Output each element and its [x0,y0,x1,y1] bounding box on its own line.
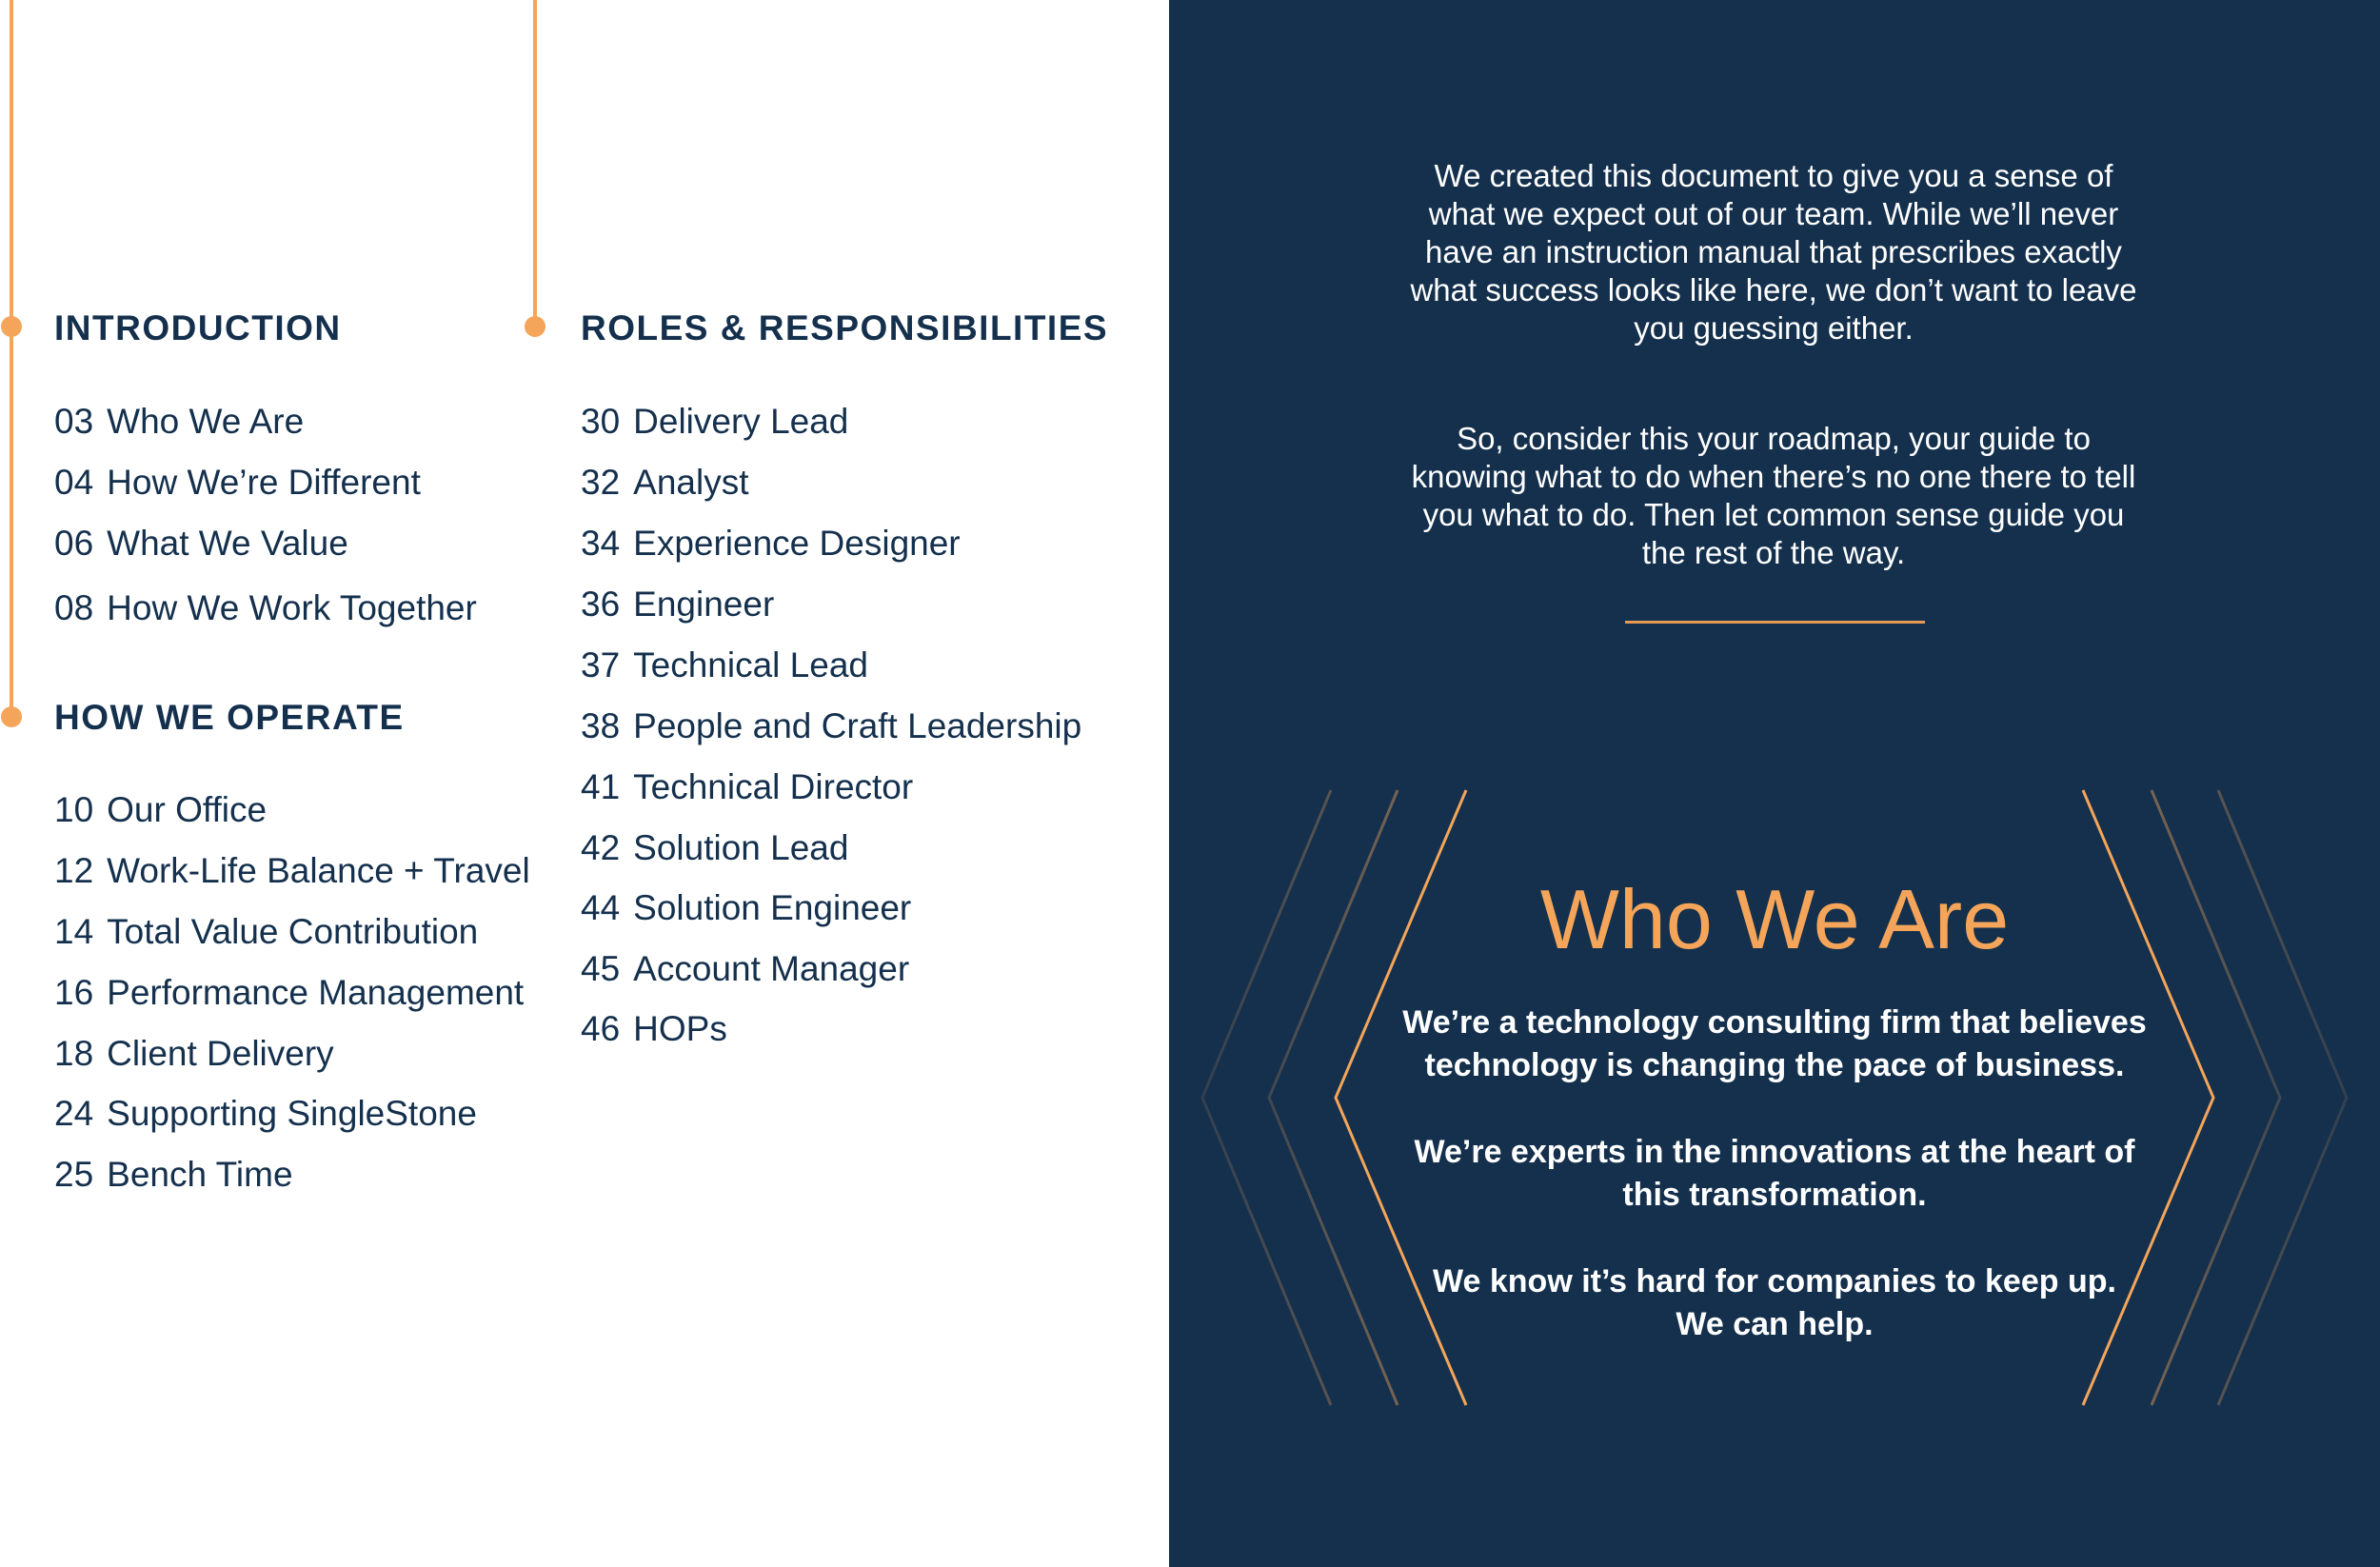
toc-item-account-manager[interactable] [581,949,909,989]
toc-item-title: Performance Management [107,973,525,1012]
page-number: 24 [54,1094,94,1133]
toc-item-hops[interactable] [581,1009,727,1049]
toc-item-title: How We Work Together [107,588,477,627]
toc-item-how-we-work-together[interactable] [54,588,477,628]
page-number: 30 [581,402,621,441]
toc-item-how-were-different[interactable] [54,463,421,503]
intro-paragraph-1: We created this document to give you a sense of what we expect out of our team. While we’ll never have an instruction manual that prescribes exactly what success looks like here, we don’t want to leave you guessing either. [1410,158,2137,346]
toc-item-title: HOPs [633,1009,727,1048]
page-number: 42 [581,828,621,867]
toc-item-client-delivery[interactable] [54,1034,334,1074]
toc-item-title: People and Craft Leadership [633,706,1082,745]
page-number: 44 [581,888,621,927]
toc-item-technical-lead[interactable] [581,645,868,685]
timeline-line-right [533,0,537,328]
toc-item-delivery-lead[interactable] [581,402,848,442]
toc-item-bench-time[interactable] [54,1155,293,1195]
page-number: 41 [581,767,621,806]
page-number: 06 [54,524,94,563]
toc-item-analyst[interactable] [581,463,749,503]
who-we-are-statement-1: We’re a technology consulting firm that believes technology is changing the pace of business. [1402,1004,2147,1083]
toc-item-title: Experience Designer [633,524,961,563]
section-heading-how-we-operate: HOW WE OPERATE [54,698,405,737]
timeline-dot-introduction [1,316,22,337]
toc-item-title: Technical Director [633,767,914,806]
toc-item-title: Technical Lead [633,645,868,684]
toc-item-supporting-singlestone[interactable] [54,1094,477,1134]
toc-item-title: How We’re Different [107,463,421,502]
toc-item-title: Account Manager [633,949,910,988]
accent-divider [1625,621,1925,624]
timeline-dot-roles [525,316,545,337]
toc-item-title: Bench Time [107,1155,293,1194]
toc-item-title: Work-Life Balance + Travel [107,851,530,890]
section-heading-roles-responsibilities: ROLES & RESPONSIBILITIES [581,308,1109,347]
toc-item-title: Supporting SingleStone [107,1094,477,1133]
toc-item-title: Engineer [633,585,775,624]
toc-item-people-craft-leadership[interactable] [581,706,1081,746]
timeline-line-left [10,0,13,724]
toc-item-who-we-are[interactable] [54,402,304,442]
toc-item-work-life-balance[interactable] [54,851,530,891]
toc-item-title: Total Value Contribution [107,912,479,951]
timeline-dot-how-we-operate [1,706,22,727]
page-number: 32 [581,463,621,502]
page-number: 14 [54,912,94,951]
toc-item-engineer[interactable] [581,585,774,625]
table-of-contents-page [0,0,1169,1567]
page-number: 10 [54,790,94,829]
toc-item-solution-lead[interactable] [581,828,848,868]
who-we-are-title: Who We Are [1539,872,2010,966]
page-number: 37 [581,645,621,684]
toc-item-solution-engineer[interactable] [581,888,911,928]
toc-item-our-office[interactable] [54,790,267,830]
toc-item-title: Analyst [633,463,749,502]
toc-item-title: Solution Lead [633,828,849,867]
toc-item-title: Client Delivery [107,1034,334,1073]
page-number: 03 [54,402,94,441]
page-number: 45 [581,949,621,988]
page-number: 18 [54,1034,94,1073]
toc-item-title: Solution Engineer [633,888,912,927]
who-we-are-statement-2: We’re experts in the innovations at the heart of this transformation. [1414,1134,2135,1213]
toc-item-performance-management[interactable] [54,973,524,1013]
page-number: 16 [54,973,94,1012]
page-number: 08 [54,588,94,627]
toc-item-title: What We Value [107,524,348,563]
toc-item-title: Delivery Lead [633,402,849,441]
toc-item-what-we-value[interactable] [54,524,348,564]
page-number: 46 [581,1009,621,1048]
toc-item-total-value-contribution[interactable] [54,912,478,952]
intro-paragraph-2: So, consider this your roadmap, your guide to knowing what to do when there’s no one there to tell you what to do. Then let common sense guide you the rest of the way. [1411,421,2136,570]
page-number: 04 [54,463,94,502]
toc-item-technical-director[interactable] [581,767,913,807]
section-heading-introduction: INTRODUCTION [54,308,342,347]
page-number: 12 [54,851,94,890]
page-number: 36 [581,585,621,624]
who-we-are-statement-3: We know it’s hard for companies to keep up. We can help. [1433,1263,2116,1342]
page-number: 34 [581,524,621,563]
toc-item-title: Our Office [107,790,268,829]
page-number: 38 [581,706,621,745]
toc-item-experience-designer[interactable] [581,524,961,564]
toc-item-title: Who We Are [107,402,305,441]
who-we-are-page [1169,0,2380,1567]
page-number: 25 [54,1155,94,1194]
